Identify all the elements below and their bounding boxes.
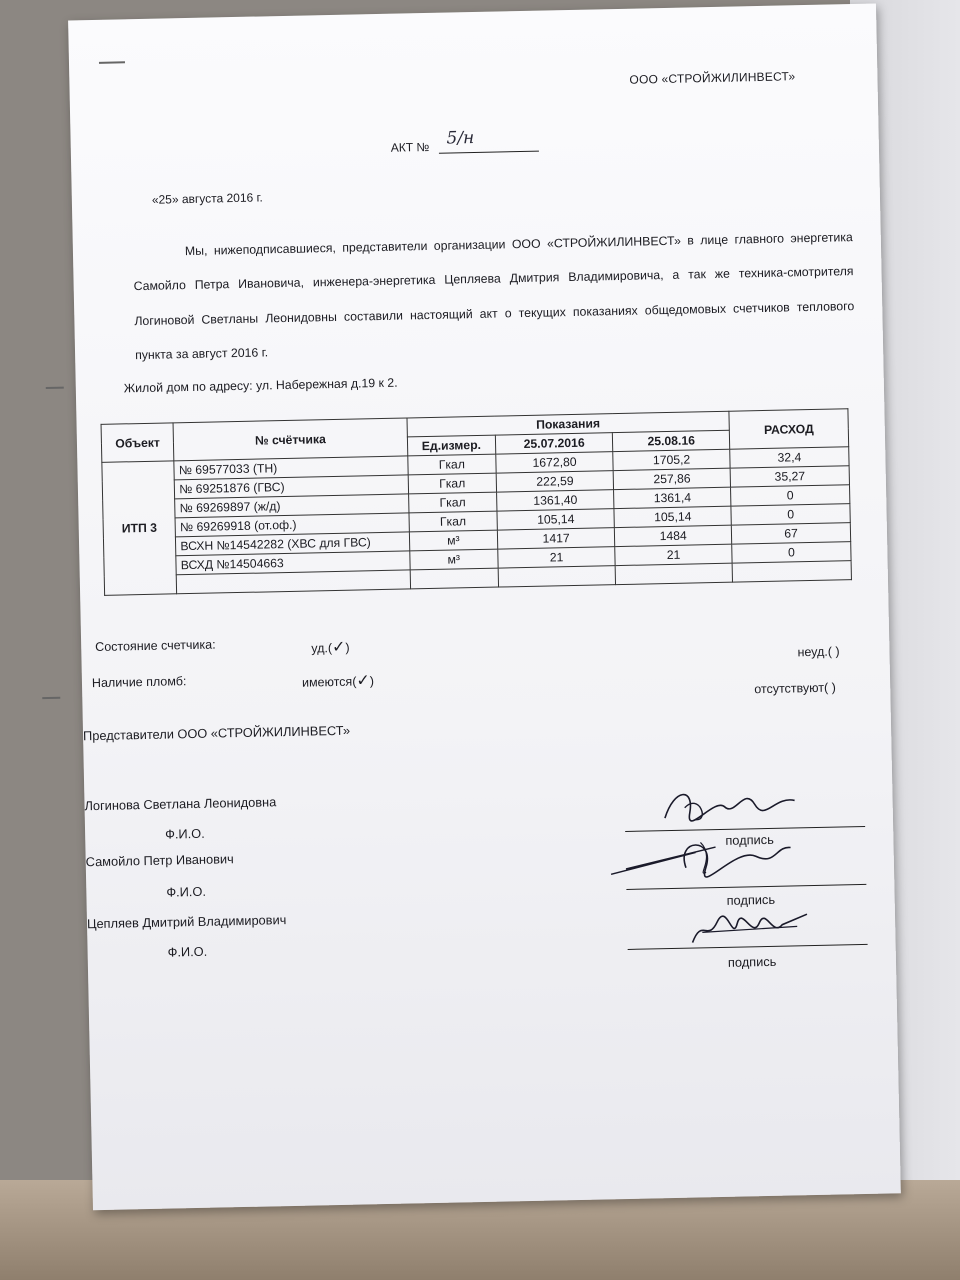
col-readings-header: Показания	[407, 411, 730, 437]
consumption-cell: 0	[731, 504, 850, 525]
intro-paragraph: Мы, нижеподписавшиеся, представители организации ООО «СТРОЙЖИЛИНВЕСТ» в лице главного энергетика Самойло Петра Ивановича, инженера-энергетика Цепляева Дмитрия Владимировича, а так же техника-смотрителя Логиновой Светланы Леонидовны составили настоящий акт о текущих показаниях общедомовых счетчиков теплового пункта за август 2016 г.	[133, 230, 855, 363]
hole-mark	[46, 387, 64, 389]
meter-cell: № 69269897 (ж/д)	[175, 494, 409, 518]
reading2-cell: 105,14	[614, 506, 731, 527]
reading1-cell: 105,14	[497, 509, 615, 530]
meter-state-bad: неуд.( )	[797, 644, 840, 660]
unit-cell: м³	[409, 549, 498, 570]
sign-label-2: подпись	[726, 891, 776, 908]
seals-present-close: )	[369, 674, 375, 689]
unit-cell: Гкал	[407, 454, 496, 475]
rep-name-1: Логинова Светлана Леонидовна	[84, 794, 277, 814]
meter-state-label: Состояние счетчика:	[95, 637, 216, 655]
consumption-cell: 32,4	[730, 447, 849, 468]
seals-label: Наличие пломб:	[91, 674, 187, 691]
col-unit-header: Ед.измер.	[407, 435, 496, 456]
meter-readings-table	[101, 408, 852, 596]
reading2-cell: 1484	[615, 525, 732, 546]
unit-cell: Гкал	[409, 511, 498, 532]
meter-state-ok	[311, 637, 350, 658]
sign-label-1: подпись	[725, 831, 774, 848]
act-number-field	[439, 127, 539, 154]
hole-mark	[42, 697, 60, 699]
address-line: Жилой дом по адресу: ул. Набережная д.19 к 2.	[123, 375, 398, 396]
reading2-cell: 1705,2	[613, 449, 730, 470]
consumption-cell: 0	[731, 485, 850, 506]
consumption-cell	[732, 561, 851, 582]
act-number: 5/н	[446, 127, 475, 149]
organization-header: ООО «СТРОЙЖИЛИНВЕСТ»	[629, 69, 796, 87]
meter-state-ok-close: )	[345, 640, 350, 655]
check-icon: ✓	[331, 638, 346, 657]
seals-absent: отсутствуют( )	[754, 680, 836, 697]
reading1-cell: 1361,40	[497, 490, 615, 511]
col-meter-header: № счётчика	[173, 418, 407, 461]
act-date: «25» августа 2016 г.	[151, 190, 263, 207]
seals-present	[302, 670, 374, 692]
check-icon: ✓	[356, 672, 370, 690]
fio-label-2: Ф.И.О.	[166, 883, 207, 900]
meter-cell: ВСХД №14504663	[176, 551, 410, 575]
document-page	[68, 4, 901, 1211]
rep-name-3: Цепляев Дмитрий Владимирович	[86, 912, 287, 932]
meter-cell: ВСХН №14542282 (ХВС для ГВС)	[176, 532, 410, 556]
meter-cell: № 69577033 (ТН)	[174, 456, 408, 480]
reading2-cell: 21	[615, 544, 732, 565]
act-title	[390, 127, 539, 155]
reading1-cell: 1417	[497, 528, 615, 549]
fio-label-1: Ф.И.О.	[164, 825, 205, 842]
unit-cell: Гкал	[408, 492, 497, 513]
sign-label-3: подпись	[727, 953, 777, 970]
consumption-cell: 0	[732, 542, 851, 563]
unit-cell: м³	[409, 530, 498, 551]
consumption-cell: 35,27	[730, 466, 849, 487]
rep-name-2: Самойло Петр Иванович	[85, 851, 234, 870]
representatives-heading: Представители ООО «СТРОЙЖИЛИНВЕСТ»	[82, 722, 351, 744]
meter-state-ok-text: уд.(	[311, 641, 333, 656]
reading1-cell: 1672,80	[496, 452, 614, 473]
fio-label-3: Ф.И.О.	[167, 943, 208, 960]
col-date1-header: 25.07.2016	[495, 433, 613, 454]
signature-3-icon	[687, 900, 818, 953]
meter-cell: № 69269918 (от.оф.)	[175, 513, 409, 537]
signature-2-icon	[605, 825, 806, 889]
col-date2-header: 25.08.16	[613, 430, 730, 451]
object-cell: ИТП 3	[102, 461, 177, 595]
act-title-prefix: АКТ №	[390, 139, 430, 155]
staple-mark	[99, 61, 125, 64]
reading1-cell	[498, 566, 616, 587]
reading1-cell: 21	[498, 547, 616, 568]
unit-cell: Гкал	[408, 473, 497, 494]
reading2-cell: 257,86	[613, 468, 730, 489]
reading2-cell: 1361,4	[614, 487, 731, 508]
col-object-header: Объект	[101, 423, 174, 463]
unit-cell	[410, 568, 499, 589]
meter-cell	[177, 570, 411, 594]
seals-present-text: имеются(	[301, 674, 357, 690]
meter-cell: № 69251876 (ГВС)	[175, 475, 409, 499]
col-consumption-header: РАСХОД	[729, 409, 849, 449]
consumption-cell: 67	[731, 523, 850, 544]
reading2-cell	[615, 563, 732, 584]
reading1-cell: 222,59	[496, 471, 614, 492]
